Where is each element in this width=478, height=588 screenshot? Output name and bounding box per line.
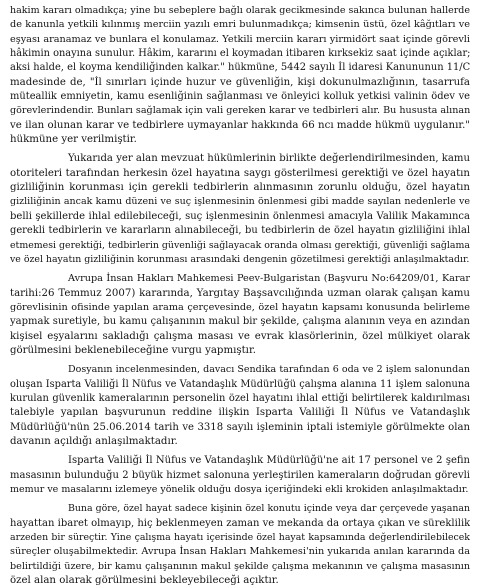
text-line: memur ve masalarını izlemeye yönelik olduğu dosya içeriğindeki ekli krokiden anlaşılmaktadır.: [10, 484, 469, 495]
text-line: Yukarıda yer alan mevzuat hükümlerinin birlikte değerlendirilmesinden, kamu: [68, 153, 470, 165]
text-line: müteallik emniyetin, kamu esenliğinin sağlanması ve önleyici kolluk yetkisi valinin ödev ve: [10, 91, 470, 103]
text-line: süreçler oluşabilmektedir. Avrupa İnsan Hakları Mahkemesi'nin yukarıda anılan kararında da: [10, 546, 470, 558]
text-line: aksi halde, el koyma kendiliğinden kalkar." hükmüne, 5442 sayılı İl idaresi Kanununun 11/C: [10, 62, 470, 74]
text-line: otoriteleri tarafından herkesin özel hayatına saygı gösterilmesi gerektiği ve özel hayatın: [10, 167, 470, 179]
text-line: görevlisinin ofisinde yapılan arama çerçevesinde, özel hayatın kapsamı konusunda belirleme: [10, 301, 470, 313]
text-line: Isparta Valiliği İl Nüfus ve Vatandaşlık Müdürlüğü'ne ait 17 personel ve 2 şefin: [68, 455, 470, 467]
paragraph-1: [10, 4, 470, 147]
text-line: tarihi:26 Temmuz 2007) kararında, Yargıtay Başsavcılığında uzman olarak çalışan kamu: [10, 287, 470, 299]
text-line: Avrupa İnsan Hakları Mahkemesi Peev-Bulgaristan (Başvuru No:64209/01, Karar: [68, 273, 470, 285]
text-line: madesinde de, "İl sınırları içinde huzur ve güvenliğin, kişi dokunulmazlığının, tasarrufa: [10, 76, 470, 88]
text-line: kişisel eşyalarını sakladığı çalışma masası ve evrak klasörlerinin, özel mülkiyet olarak: [10, 330, 470, 342]
text-line: gerekli tedbirlerin ve kararların alınabileceği, bu tedbirlerin de özel hayatın gizliliğini ihlal: [10, 225, 470, 237]
text-line: talebiyle yapılan başvurunun reddine ilişkin Isparta Valiliği İl Nüfus ve Vatandaşlık: [10, 407, 470, 419]
text-line: görevlerindendir. Bunları sağlamak için vali gereken karar ve tedbirleri alır. Bu hususta alınan: [10, 105, 470, 117]
text-line: belirtildiği üzere, bir kamu çalışanının makul şekilde çalışma mekanının ve çalışma masasının: [10, 560, 470, 572]
text-line: görülmesini beklenebileceğine vurgu yapmıştır.: [10, 344, 256, 356]
text-line: oluşan Isparta Valiliği İl Nüfus ve Vatandaşlık Müdürlüğü çalışma alanına 11 işlem salonuna: [10, 378, 470, 390]
text-line: Müdürlüğü'nün 25.06.2014 tarih ve 3318 sayılı işleminin iptali istemiyle görülmekte olan: [10, 421, 470, 433]
text-line: hakim kararı olmadıkça; yine bu sebeplere bağlı olarak gecikmesinde sakınca bulunan hallerde: [10, 5, 470, 16]
text-line: hâkimin onayına sunulur. Hâkim, kararını el koymadan itibaren kırksekiz saat içinde açıklar;: [10, 48, 470, 60]
text-line: eşyası aranamaz ve bunlara el konulamaz. Yetkili merciin kararı yirmidört saat içinde görevli: [10, 33, 470, 45]
text-line: belli şekillerde ihlal edilebileceği, suç işlenmesinin önlenmesi amacıyla Valilik Makamınca: [10, 210, 470, 222]
text-line: ve ilan olunan karar ve tedbirlere uymayanlar hakkında 66 ncı madde hükmü uygulanır.": [10, 119, 470, 131]
text-line: kurulan güvenlik kameralarının personelin özel hayatını ihlal ettiği belirtilerek kaldırılması: [10, 392, 470, 404]
text-line: özel alan olarak görülmesini bekleyebileceği açıktır.: [10, 575, 279, 587]
text-line: yapmak suretiyle, bu kamu çalışanının makul bir şekilde, çalışma alanının veya en azından: [10, 316, 470, 328]
text-line: hükmüne yer verilmiştir.: [10, 134, 137, 146]
paragraph-5: [10, 454, 470, 497]
text-line: ve özel hayatın gizliliğinin korunması arasındaki dengenin gözetilmesi gerektiği anlaşılmaktadır.: [10, 253, 470, 265]
paragraph-6: [10, 502, 470, 588]
text-line: gizliliğinin korunması için gerekli tedbirlerin alınmasının zorunlu olduğu, özel hayatın: [10, 182, 470, 194]
paragraph-2: [10, 152, 470, 267]
text-line: arzeden bir süreçtir. Yine çalışma hayatı içerisinde özel hayat kapsamında değerlendirilebilecek: [10, 532, 470, 544]
text-line: Buna göre, özel hayat sadece kişinin özel konutu içinde veya dar çerçevede yaşanan: [68, 503, 470, 515]
paragraph-4: [10, 363, 470, 449]
text-line: de kanunla yetkili kılınmış merciin yazılı emri bulunmadıkça; kimsenin üstü, özel kâğıtları ve: [10, 19, 470, 31]
text-line: Dosyanın incelenmesinden, davacı Sendika tarafından 6 oda ve 2 işlem salonundan: [68, 364, 470, 376]
text-line: masasının bulunduğu 2 büyük hizmet salonuna yerleştirilen kameraların doğrudan görevli: [10, 469, 470, 481]
text-line: hayattan ibaret olmayıp, hiç beklenmeyen zaman ve mekanda da ortaya çıkan ve süreklilik: [10, 517, 470, 529]
paragraph-3: [10, 272, 470, 358]
text-line: gizliliğinin ancak kamu düzeni ve suç işlenmesinin önlenmesi gibi madde sayılan nedenlerle ve: [10, 196, 470, 208]
text-line: etmemesi gerektiği, tedbirlerin güvenliği sağlayacak oranda olması gerektiği, güvenliği sağlama: [10, 239, 470, 251]
text-line: davanın açıldığı anlaşılmaktadır.: [10, 435, 178, 447]
